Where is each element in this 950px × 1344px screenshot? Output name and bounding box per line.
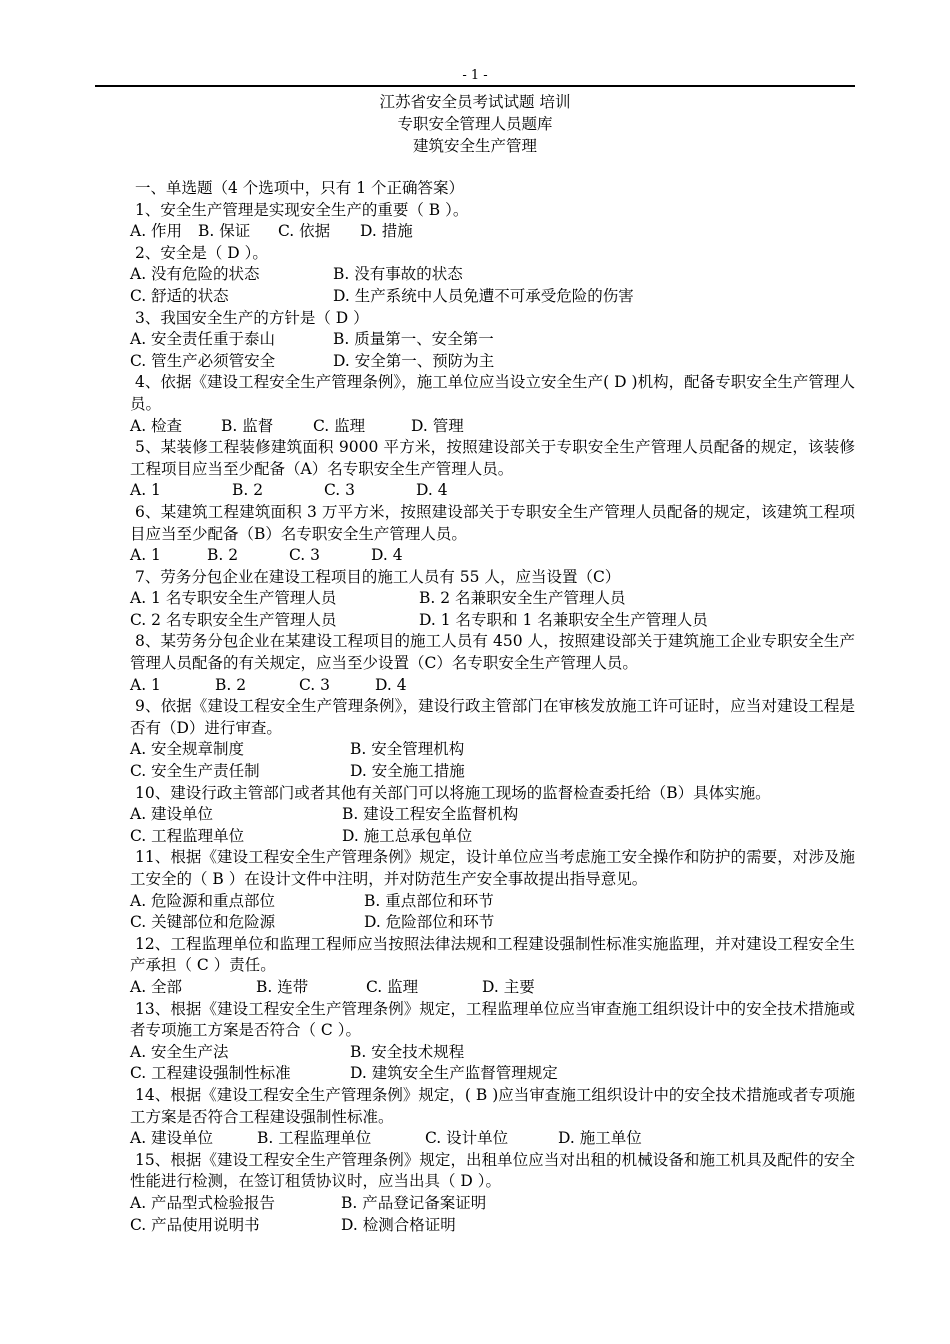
question-stem: 9、依据《建设工程安全生产管理条例》，建设行政主管部门在审核发放施工许可证时，应当对建设工程是否有（D）进行审查。 [130, 697, 855, 737]
question-item [130, 783, 855, 848]
answer-option: D. 4 [371, 546, 403, 565]
options-row [130, 675, 855, 697]
question-list [130, 178, 855, 1236]
answer-option: D. 施工单位 [558, 1129, 642, 1148]
answer-option: A. 建设单位 [130, 1129, 214, 1148]
question-stem: 8、某劳务分包企业在某建设工程项目的施工人员有 450 人，按照建设部关于建筑施工企业专职安全生产管理人员配备的有关规定，应当至少设置（C）名专职安全生产管理人员。 [130, 632, 855, 673]
options-row [130, 588, 855, 610]
section-heading: 一、单选题（4 个选项中，只有 1 个正确答案） [135, 179, 465, 197]
answer-option: A. 没有危险的状态 [130, 265, 260, 284]
document-titles [95, 91, 855, 157]
question-item [130, 1085, 855, 1150]
answer-option: A. 作用 [130, 222, 183, 241]
answer-option: A. 危险源和重点部位 [130, 891, 276, 910]
question-stem: 5、某装修工程装修建筑面积 9000 平方米，按照建设部关于专职安全生产管理人员配备的规定，该装修工程项目应当至少配备（A）名专职安全生产管理人员。 [130, 438, 855, 478]
answer-option: C. 设计单位 [425, 1129, 509, 1148]
answer-option: C. 工程监理单位 [130, 826, 245, 845]
answer-option: B. 保证 [198, 222, 251, 241]
question-item [130, 200, 855, 243]
question-stem: 13、根据《建设工程安全生产管理条例》规定，工程监理单位应当审查施工组织设计中的安全技术措施或者专项施工方案是否符合（ C ）。 [130, 999, 855, 1040]
options-row [130, 1193, 855, 1215]
options-row [130, 977, 855, 999]
question-item [130, 696, 855, 782]
options-row [130, 545, 855, 567]
options-row [130, 480, 855, 502]
answer-option: C. 2 名专职安全生产管理人员 [130, 610, 337, 629]
options-row [130, 329, 855, 351]
header-rule [95, 85, 855, 87]
answer-option: C. 关键部位和危险源 [130, 913, 276, 932]
answer-option: D. 安全第一、预防为主 [333, 351, 495, 370]
answer-option: A. 1 [130, 481, 161, 500]
answer-option: C. 工程建设强制性标准 [130, 1064, 291, 1083]
question-item [130, 567, 855, 632]
answer-option: B. 没有事故的状态 [333, 265, 463, 284]
main-title: 江苏省安全员考试试题 培训 [379, 93, 571, 111]
answer-option: B. 连带 [256, 977, 309, 996]
question-stem: 10、建设行政主管部门或者其他有关部门可以将施工现场的监督检查委托给（B）具体实施。 [135, 783, 771, 802]
answer-option: D. 检测合格证明 [341, 1215, 456, 1234]
options-row [130, 1215, 855, 1237]
answer-option: B. 质量第一、安全第一 [333, 330, 494, 349]
options-row [130, 221, 855, 243]
answer-option: B. 工程监理单位 [257, 1129, 372, 1148]
options-row [130, 1128, 855, 1150]
answer-option: A. 1 [130, 546, 161, 565]
question-stem: 6、某建筑工程建筑面积 3 万平方米，按照建设部关于专职安全生产管理人员配备的规定，该建筑工程项目应当至少配备（B）名专职安全生产管理人员。 [130, 502, 855, 543]
options-row [130, 804, 855, 826]
answer-option: B. 2 [215, 675, 247, 694]
answer-option: C. 产品使用说明书 [130, 1215, 260, 1234]
answer-option: D. 主要 [482, 977, 535, 996]
answer-option: B. 2 [232, 481, 264, 500]
question-stem: 3、我国安全生产的方针是（ D ） [135, 308, 369, 327]
answer-option: B. 2 名兼职安全生产管理人员 [419, 589, 626, 608]
question-item [130, 502, 855, 567]
answer-option: C. 监理 [313, 416, 366, 435]
answer-option: C. 3 [324, 481, 356, 500]
answer-option: D. 1 名专职和 1 名兼职安全生产管理人员 [419, 610, 708, 629]
question-item [130, 999, 855, 1085]
answer-option: C. 安全生产责任制 [130, 762, 260, 781]
options-row [130, 610, 855, 632]
question-item [130, 1150, 855, 1236]
subtitle: 专职安全管理人员题库 [397, 115, 553, 133]
answer-option: A. 全部 [130, 977, 183, 996]
answer-option: A. 安全生产法 [130, 1042, 229, 1061]
answer-option: B. 安全技术规程 [350, 1042, 465, 1061]
answer-option: D. 危险部位和环节 [364, 913, 495, 932]
question-item [130, 437, 855, 502]
answer-option: D. 安全施工措施 [350, 762, 465, 781]
answer-option: C. 3 [289, 546, 321, 565]
answer-option: C. 管生产必须管安全 [130, 351, 276, 370]
answer-option: C. 监理 [366, 977, 419, 996]
answer-option: A. 检查 [130, 416, 183, 435]
answer-option: B. 监督 [221, 416, 274, 435]
options-row [130, 1063, 855, 1085]
answer-option: D. 4 [416, 481, 448, 500]
options-row [130, 912, 855, 934]
question-stem: 4、依据《建设工程安全生产管理条例》，施工单位应当设立安全生产( D )机构，配备专职安全生产管理人员。 [130, 373, 855, 413]
answer-option: B. 2 [207, 546, 239, 565]
answer-option: A. 产品型式检验报告 [130, 1193, 276, 1212]
question-item [130, 308, 855, 373]
options-row [130, 351, 855, 373]
section-title: 建筑安全生产管理 [412, 137, 537, 155]
answer-option: D. 施工总承包单位 [342, 826, 473, 845]
answer-option: B. 产品登记备案证明 [341, 1193, 487, 1212]
question-item [130, 372, 855, 437]
question-stem: 1、安全生产管理是实现安全生产的重要（ B ）。 [135, 200, 469, 219]
answer-option: D. 管理 [411, 416, 464, 435]
answer-option: D. 措施 [360, 222, 413, 241]
answer-option: A. 安全责任重于泰山 [130, 330, 276, 349]
answer-option: C. 依据 [278, 222, 331, 241]
answer-option: A. 1 [130, 675, 161, 694]
answer-option: C. 舒适的状态 [130, 286, 229, 305]
options-row [130, 286, 855, 308]
options-row [130, 891, 855, 913]
question-stem: 2、安全是（ D ）。 [135, 243, 268, 262]
question-item [130, 243, 855, 308]
answer-option: B. 安全管理机构 [350, 740, 465, 759]
question-stem: 12、工程监理单位和监理工程师应当按照法律法规和工程建设强制性标准实施监理，并对建设工程安全生产承担（ C ）责任。 [130, 934, 855, 975]
question-stem: 7、劳务分包企业在建设工程项目的施工人员有 55 人，应当设置（C） [135, 567, 621, 586]
question-stem: 15、根据《建设工程安全生产管理条例》规定，出租单位应当对出租的机械设备和施工机具及配件的安全性能进行检测，在签订租赁协议时，应当出具（ D ）。 [130, 1150, 855, 1191]
page-number: - 1 - [462, 68, 488, 83]
options-row [130, 264, 855, 286]
question-item [130, 631, 855, 696]
question-item [130, 934, 855, 999]
answer-option: D. 生产系统中人员免遭不可承受危险的伤害 [333, 286, 634, 305]
answer-option: A. 安全规章制度 [130, 740, 245, 759]
options-row [130, 416, 855, 438]
answer-option: A. 1 名专职安全生产管理人员 [130, 589, 337, 608]
answer-option: D. 4 [375, 675, 407, 694]
answer-option: B. 重点部位和环节 [364, 891, 494, 910]
options-row [130, 1042, 855, 1064]
answer-option: D. 建筑安全生产监督管理规定 [350, 1064, 558, 1083]
question-stem: 14、根据《建设工程安全生产管理条例》规定，( B )应当审查施工组织设计中的安全技术措施或者专项施工方案是否符合工程建设强制性标准。 [130, 1085, 855, 1126]
options-row [130, 739, 855, 761]
options-row [130, 826, 855, 848]
question-item [130, 847, 855, 933]
options-row [130, 761, 855, 783]
answer-option: B. 建设工程安全监督机构 [342, 805, 519, 824]
answer-option: C. 3 [299, 675, 331, 694]
question-stem: 11、根据《建设工程安全生产管理条例》规定，设计单位应当考虑施工安全操作和防护的需要，对涉及施工安全的（ B ）在设计文件中注明，并对防范生产安全事故提出指导意见。 [130, 848, 855, 888]
answer-option: A. 建设单位 [130, 805, 214, 824]
